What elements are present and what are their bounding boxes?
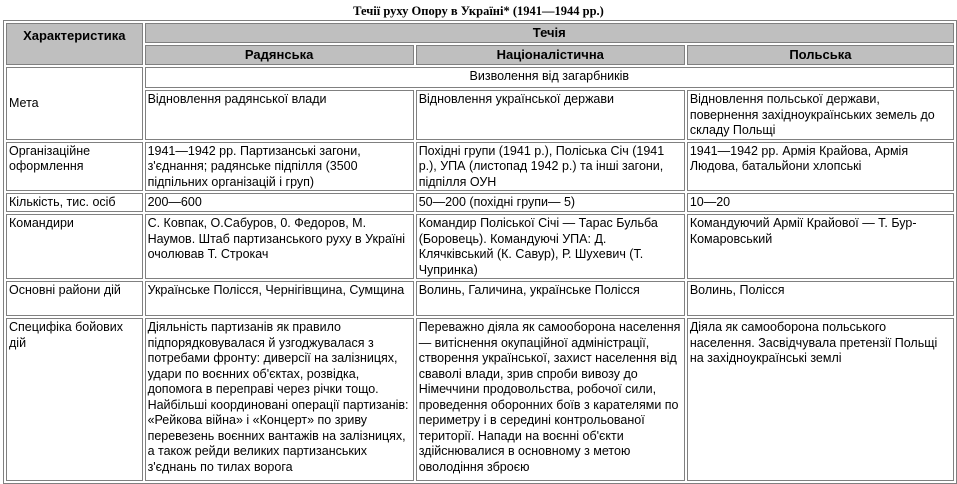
goal-polish: Відновлення польської держави, повернення західноукраїнських земель до складу Польщі <box>687 90 954 140</box>
specifics-soviet: Діяльність партизанів як правило підпорядковувалася й узгоджувалася з потребами фронту: диверсії на залізницях, удари по воєнних об'єктах, розвідка, допомога в переправі через річки тощо. Найбільші координовані операції партизанів: «Рейкова війна» і «Концерт» по зриву перевезень воєнних вантажів на залізницях, а також рейди великих партизанських з'єднань по тилах ворога <box>145 318 414 481</box>
row-label-commanders: Командири <box>6 214 143 279</box>
specifics-polish: Діяла як самооборона польського населення. Засвідчувала претензії Польщі на західноукраїнські землі <box>687 318 954 481</box>
organization-nationalist: Похідні групи (1941 р.), Поліська Січ (1941 р.), УПА (листопад 1942 р.) та інші загони, підпілля ОУН <box>416 142 685 192</box>
commanders-polish: Командуючий Армії Крайової — Т. Бур-Комаровський <box>687 214 954 279</box>
table-caption: Течії руху Опору в Україні* (1941—1944 рр.) <box>353 4 604 18</box>
row-label-goal: Мета <box>6 67 143 140</box>
count-soviet: 200—600 <box>145 193 414 212</box>
row-label-specifics: Специфіка бойових дій <box>6 318 143 481</box>
resistance-movements-table <box>3 20 957 484</box>
count-nationalist: 50—200 (похідні групи— 5) <box>416 193 685 212</box>
row-label-count: Кількість, тис. осіб <box>6 193 143 212</box>
header-polish: Польська <box>687 45 954 65</box>
header-characteristic: Характеристика <box>6 23 143 65</box>
header-current: Течія <box>145 23 954 43</box>
regions-polish: Волинь, Полісся <box>687 281 954 316</box>
specifics-nationalist: Переважно діяла як самооборона населення — витіснення окупаційної адміністрації, створення української, захист населення від сваволі влади, зрив спроби вивозу до Німеччини продовольства, робочої сили, проведення оборонних боїв з карателями по периметру і в середині контрольованої території. Напади на воєнні об'єкти здійснювалися в основному з метою оволодіння зброєю <box>416 318 685 481</box>
row-label-organization: Організаційне оформлення <box>6 142 143 192</box>
regions-nationalist: Волинь, Галичина, українське Полісся <box>416 281 685 316</box>
header-soviet: Радянська <box>145 45 414 65</box>
goal-common-cell: Визволення від загарбників <box>145 67 954 88</box>
header-nationalist: Націоналістична <box>416 45 685 65</box>
regions-soviet: Українське Полісся, Чернігівщина, Сумщина <box>145 281 414 316</box>
row-label-regions: Основні райони дій <box>6 281 143 316</box>
organization-polish: 1941—1942 рр. Армія Крайова, Армія Людова, батальйони хлопські <box>687 142 954 192</box>
count-polish: 10—20 <box>687 193 954 212</box>
goal-nationalist: Відновлення української держави <box>416 90 685 140</box>
commanders-nationalist: Командир Поліської Січі — Тарас Бульба (Боровець). Командуючі УПА: Д. Клячківський (К. Савур), Р. Шухевич (Т. Чупринка) <box>416 214 685 279</box>
commanders-soviet: С. Ковпак, О.Сабуров, 0. Федоров, М. Наумов. Штаб партизанського руху в Україні очолював Т. Строкач <box>145 214 414 279</box>
goal-soviet: Відновлення радянської влади <box>145 90 414 140</box>
organization-soviet: 1941—1942 рр. Партизанські загони, з'єднання; радянське підпілля (3500 підпільних організацій і груп) <box>145 142 414 192</box>
